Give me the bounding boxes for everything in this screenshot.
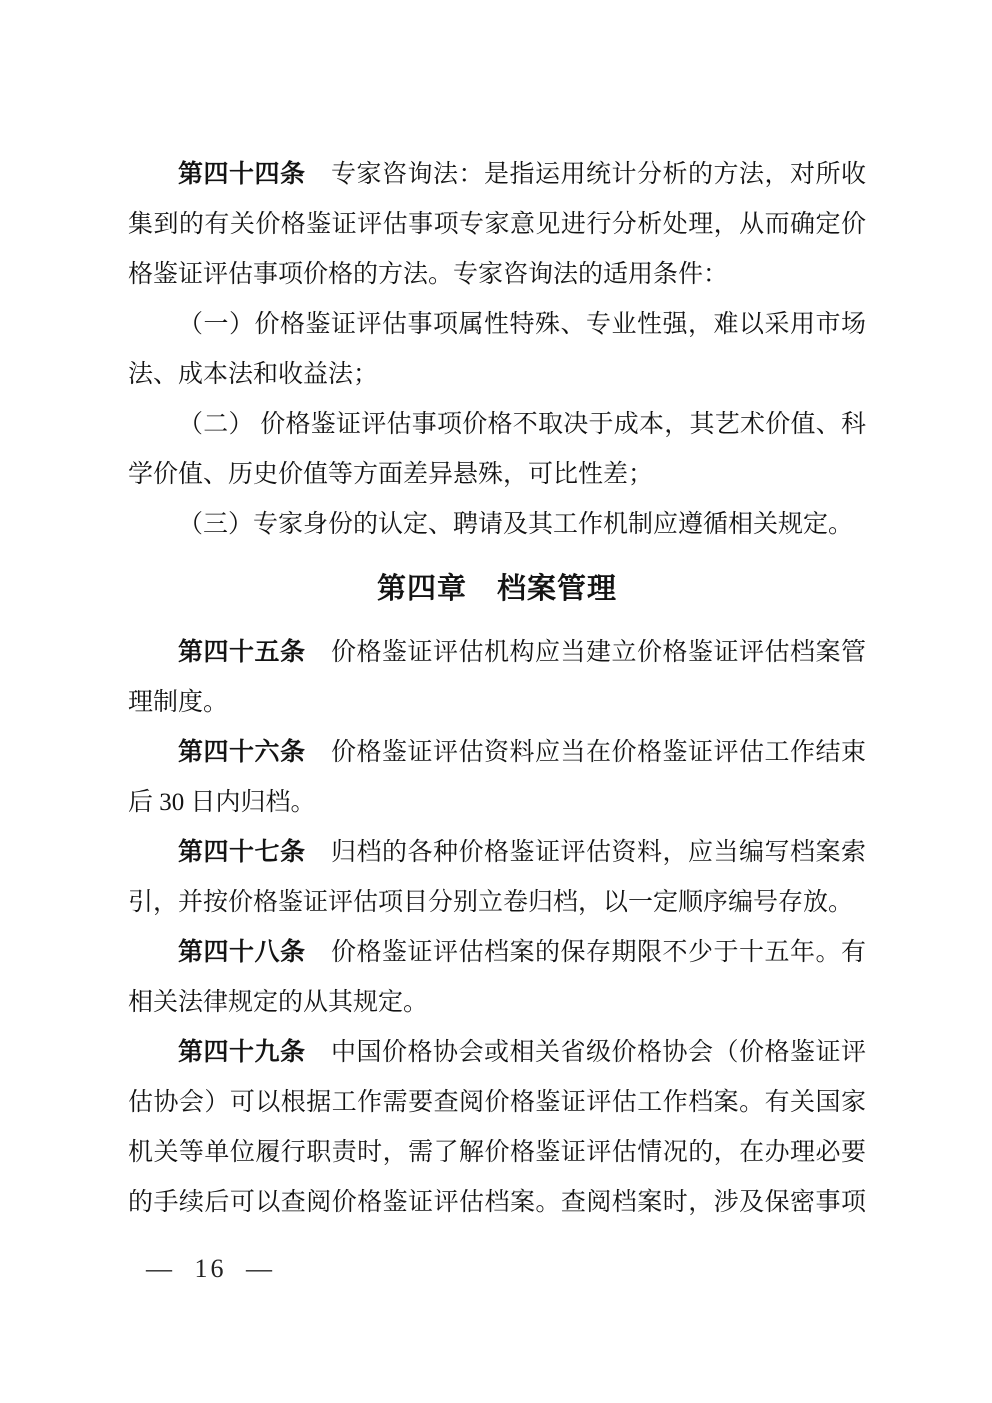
text-line bbox=[128, 778, 866, 828]
line-text: 的手续后可以查阅价格鉴证评估档案。查阅档案时，涉及保密事项 bbox=[128, 1189, 866, 1216]
text-line bbox=[128, 928, 866, 978]
line-text: 价格鉴证评估档案的保存期限不少于十五年。有 bbox=[305, 939, 866, 966]
text-line bbox=[128, 150, 866, 200]
line-text: 集到的有关价格鉴证评估事项专家意见进行分析处理，从而确定价 bbox=[128, 211, 866, 238]
line-text: （一）价格鉴证评估事项属性特殊、专业性强，难以采用市场 bbox=[178, 311, 866, 338]
page-number: — 16 — bbox=[146, 1254, 275, 1283]
text-line bbox=[128, 350, 866, 400]
text-line bbox=[128, 1128, 866, 1178]
text-line bbox=[128, 728, 866, 778]
line-text: 专家咨询法：是指运用统计分析的方法，对所收 bbox=[305, 161, 866, 188]
text-line bbox=[128, 978, 866, 1028]
line-text: （二） 价格鉴证评估事项价格不取决于成本，其艺术价值、科 bbox=[178, 411, 866, 438]
article-number: 第四十五条 bbox=[178, 639, 306, 666]
section-article-44 bbox=[128, 150, 866, 550]
line-text: 中国价格协会或相关省级价格协会（价格鉴证评 bbox=[305, 1039, 866, 1066]
text-line bbox=[128, 1028, 866, 1078]
text-line bbox=[128, 300, 866, 350]
article-number: 第四十九条 bbox=[178, 1039, 306, 1066]
line-text: 理制度。 bbox=[128, 689, 229, 716]
text-line bbox=[128, 450, 866, 500]
article-number: 第四十八条 bbox=[178, 939, 306, 966]
line-text: 格鉴证评估事项价格的方法。专家咨询法的适用条件： bbox=[128, 261, 729, 288]
line-text: 价格鉴证评估机构应当建立价格鉴证评估档案管 bbox=[305, 639, 866, 666]
line-text: （三）专家身份的认定、聘请及其工作机制应遵循相关规定。 bbox=[178, 511, 854, 538]
text-line bbox=[128, 250, 866, 300]
article-number: 第四十七条 bbox=[178, 839, 306, 866]
text-line bbox=[128, 878, 866, 928]
line-text: 价格鉴证评估资料应当在价格鉴证评估工作结束 bbox=[305, 739, 866, 766]
text-line bbox=[128, 400, 866, 450]
chapter-heading: 第四章 档案管理 bbox=[376, 573, 617, 605]
line-text: 后 30 日内归档。 bbox=[128, 789, 316, 816]
text-line bbox=[128, 200, 866, 250]
line-text: 机关等单位履行职责时，需了解价格鉴证评估情况的，在办理必要 bbox=[128, 1139, 866, 1166]
line-text: 估协会）可以根据工作需要查阅价格鉴证评估工作档案。有关国家 bbox=[128, 1089, 866, 1116]
text-line bbox=[128, 628, 866, 678]
text-line bbox=[128, 1078, 866, 1128]
section-chapter-4-articles bbox=[128, 628, 866, 1228]
line-text: 法、成本法和收益法； bbox=[128, 361, 379, 388]
article-number: 第四十四条 bbox=[178, 161, 306, 188]
line-text: 归档的各种价格鉴证评估资料，应当编写档案索 bbox=[305, 839, 866, 866]
text-line bbox=[128, 828, 866, 878]
text-line bbox=[128, 500, 866, 550]
article-number: 第四十六条 bbox=[178, 739, 306, 766]
text-line bbox=[128, 678, 866, 728]
text-line bbox=[128, 1178, 866, 1228]
line-text: 引，并按价格鉴证评估项目分别立卷归档，以一定顺序编号存放。 bbox=[128, 889, 854, 916]
document-content bbox=[128, 150, 866, 1228]
line-text: 学价值、历史价值等方面差异悬殊，可比性差； bbox=[128, 461, 654, 488]
line-text: 相关法律规定的从其规定。 bbox=[128, 989, 429, 1016]
